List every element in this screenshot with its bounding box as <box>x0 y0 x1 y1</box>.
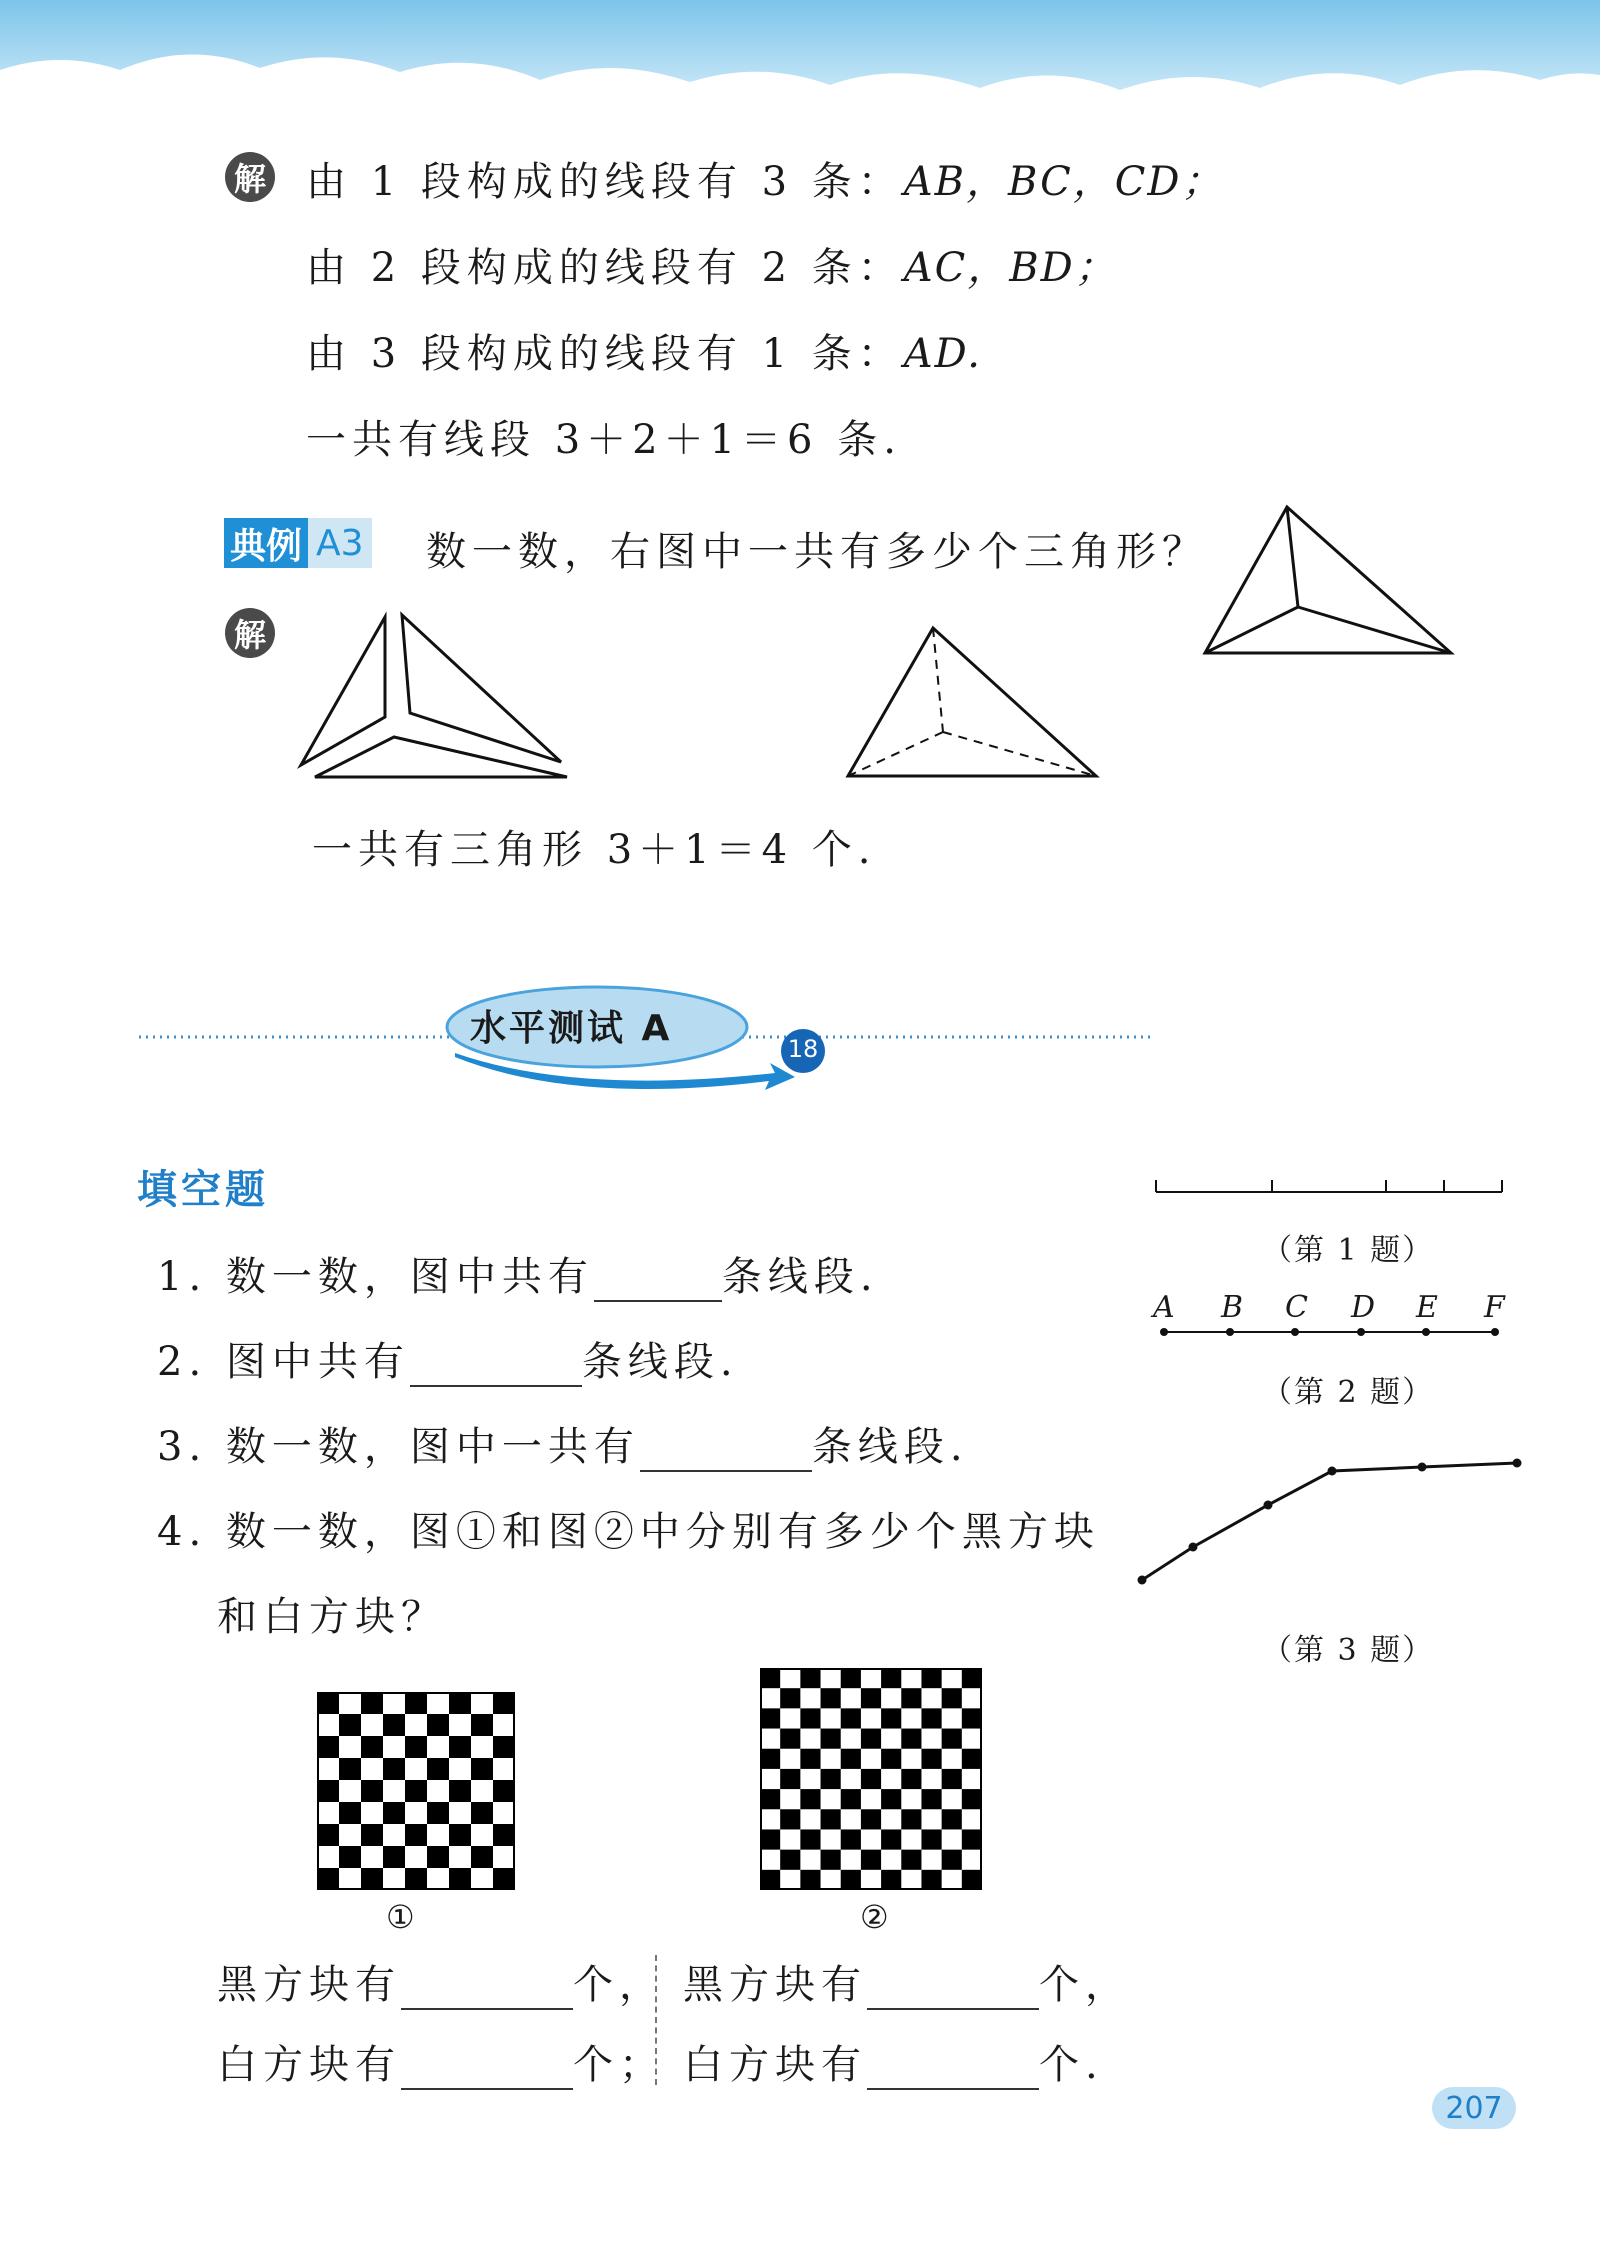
black-square <box>881 1829 901 1849</box>
checkerboard-1-label: ① <box>386 1898 417 1936</box>
black-square <box>361 1824 383 1846</box>
black-square <box>821 1809 841 1829</box>
black-square <box>841 1749 861 1769</box>
point-label-a: A <box>1153 1290 1177 1325</box>
black-square <box>760 1668 780 1688</box>
solution-line-3-text: 由 3 段构成的线段有 1 条： <box>306 331 904 377</box>
figure-3-caption: （第 3 题） <box>1262 1633 1435 1668</box>
answer-black-2 <box>683 1953 1131 2010</box>
black-square <box>361 1868 383 1890</box>
answer-black-2-unit: 个， <box>1039 1962 1131 2008</box>
question-4-text: 数一数，图①和图②中分别有多少个黑方块 <box>225 1509 1100 1555</box>
solution-line-1-math: AB，BC，CD； <box>903 159 1224 205</box>
black-square <box>405 1868 427 1890</box>
black-square <box>901 1769 921 1789</box>
test-banner-title: 水平测试 A <box>470 1008 673 1049</box>
black-square <box>383 1758 405 1780</box>
black-square <box>821 1688 841 1708</box>
black-square <box>942 1809 962 1829</box>
black-square <box>339 1758 361 1780</box>
question-4-number: 4. <box>157 1509 208 1555</box>
black-square <box>449 1692 471 1714</box>
black-square <box>780 1688 800 1708</box>
black-square <box>901 1729 921 1749</box>
black-square <box>962 1708 982 1728</box>
black-square <box>339 1714 361 1736</box>
black-square <box>962 1668 982 1688</box>
black-square <box>881 1870 901 1890</box>
black-square <box>427 1758 449 1780</box>
question-3-text: 数一数，图中一共有 <box>225 1424 640 1470</box>
black-square <box>317 1692 339 1714</box>
example-question: 数一数，右图中一共有多少个三角形？ <box>426 529 1208 575</box>
solution-line-2-math: AC，BD； <box>903 245 1117 291</box>
black-square <box>317 1868 339 1890</box>
black-square <box>821 1850 841 1870</box>
black-square <box>780 1769 800 1789</box>
black-square <box>962 1870 982 1890</box>
black-square <box>493 1824 515 1846</box>
black-square <box>800 1668 820 1688</box>
black-square <box>493 1780 515 1802</box>
black-square <box>361 1780 383 1802</box>
black-square <box>881 1708 901 1728</box>
black-square <box>471 1846 493 1868</box>
sky-header <box>0 0 1600 150</box>
figure-1-caption: （第 1 题） <box>1262 1233 1435 1268</box>
black-square <box>821 1729 841 1749</box>
black-square <box>962 1749 982 1769</box>
solution-line-1 <box>306 150 1223 207</box>
exploded-triangles-figure <box>295 605 575 790</box>
black-square <box>339 1846 361 1868</box>
black-square <box>800 1789 820 1809</box>
black-square <box>921 1749 941 1769</box>
answer-black-2-label: 黑方块有 <box>683 1962 867 2008</box>
answer-black-1-unit: 个， <box>573 1962 665 2008</box>
black-square <box>493 1868 515 1890</box>
black-square <box>861 1809 881 1829</box>
black-square <box>921 1870 941 1890</box>
black-square <box>449 1736 471 1758</box>
black-square <box>760 1829 780 1849</box>
black-square <box>383 1802 405 1824</box>
figure-3-polyline <box>1130 1450 1530 1590</box>
test-banner-number: 18 <box>787 1035 819 1063</box>
figure-2-segment <box>1150 1320 1510 1344</box>
black-square <box>942 1769 962 1789</box>
question-1-number: 1. <box>157 1254 208 1300</box>
black-square <box>405 1780 427 1802</box>
question-3-blank[interactable] <box>640 1430 812 1472</box>
black-square <box>921 1708 941 1728</box>
answer-white-1-unit: 个； <box>573 2042 665 2088</box>
black-square <box>901 1688 921 1708</box>
example-solution-badge: 解 <box>225 608 275 658</box>
answer-white-2 <box>683 2033 1104 2090</box>
answer-divider <box>655 1955 657 2085</box>
black-square <box>449 1868 471 1890</box>
answer-white-2-label: 白方块有 <box>683 2042 867 2088</box>
solution-badge: 解 <box>225 152 275 202</box>
answer-white-1-label: 白方块有 <box>217 2042 401 2088</box>
black-square <box>962 1789 982 1809</box>
solution-line-2 <box>306 236 1117 293</box>
black-square <box>861 1688 881 1708</box>
black-square <box>760 1789 780 1809</box>
question-4 <box>157 1500 1100 1557</box>
page-number: 207 <box>1432 2087 1516 2129</box>
black-square <box>841 1870 861 1890</box>
solution-line-2-text: 由 2 段构成的线段有 2 条： <box>306 245 904 291</box>
black-square <box>317 1824 339 1846</box>
black-square <box>427 1714 449 1736</box>
black-square <box>339 1802 361 1824</box>
question-1 <box>157 1245 879 1302</box>
solution-line-3-math: AD. <box>903 331 983 377</box>
figure-2-caption: （第 2 题） <box>1262 1375 1435 1410</box>
black-square <box>449 1824 471 1846</box>
question-4-line-2: 和白方块？ <box>217 1594 447 1640</box>
point-label-c: C <box>1285 1290 1310 1325</box>
black-square <box>921 1668 941 1688</box>
question-2-number: 2. <box>157 1339 208 1385</box>
checkerboard-2-label: ② <box>860 1898 891 1936</box>
point-label-e: E <box>1416 1290 1440 1325</box>
black-square <box>881 1789 901 1809</box>
checkerboard-2 <box>760 1668 982 1890</box>
solution-line-1-text: 由 1 段构成的线段有 3 条： <box>306 159 904 205</box>
question-2-text: 图中共有 <box>225 1339 410 1385</box>
question-3 <box>157 1415 969 1472</box>
black-square <box>800 1870 820 1890</box>
black-square <box>383 1714 405 1736</box>
question-3-text-after: 条线段. <box>811 1424 969 1470</box>
dashed-triangle-figure <box>845 620 1105 780</box>
black-square <box>449 1780 471 1802</box>
answer-white-1-blank[interactable] <box>401 2048 573 2090</box>
black-square <box>760 1749 780 1769</box>
point-label-b: B <box>1221 1290 1246 1325</box>
black-square <box>861 1769 881 1789</box>
black-square <box>841 1668 861 1688</box>
figure-1-segment <box>1150 1170 1510 1200</box>
black-square <box>760 1870 780 1890</box>
black-square <box>921 1829 941 1849</box>
black-square <box>383 1846 405 1868</box>
example-tag-label: 典例 <box>224 518 308 568</box>
black-square <box>405 1692 427 1714</box>
black-square <box>901 1809 921 1829</box>
answer-white-2-blank[interactable] <box>867 2048 1039 2090</box>
black-square <box>471 1758 493 1780</box>
black-square <box>942 1729 962 1749</box>
solution-line-4: 一共有线段 3＋2＋1＝6 条. <box>306 417 902 463</box>
point-label-d: D <box>1351 1290 1378 1325</box>
black-square <box>861 1729 881 1749</box>
answer-white-1 <box>217 2033 665 2090</box>
black-square <box>317 1780 339 1802</box>
question-1-text-after: 条线段. <box>721 1254 879 1300</box>
black-square <box>471 1714 493 1736</box>
answer-white-2-unit: 个. <box>1039 2042 1104 2088</box>
answer-black-1-label: 黑方块有 <box>217 1962 401 2008</box>
black-square <box>861 1850 881 1870</box>
black-square <box>427 1802 449 1824</box>
black-square <box>317 1736 339 1758</box>
black-square <box>821 1769 841 1789</box>
black-square <box>942 1688 962 1708</box>
question-2-text-after: 条线段. <box>581 1339 739 1385</box>
black-square <box>962 1829 982 1849</box>
black-square <box>942 1850 962 1870</box>
black-square <box>780 1729 800 1749</box>
black-square <box>841 1789 861 1809</box>
black-square <box>493 1736 515 1758</box>
black-square <box>800 1708 820 1728</box>
point-label-f: F <box>1484 1290 1507 1325</box>
black-square <box>881 1668 901 1688</box>
example-tag <box>224 518 372 568</box>
question-1-text: 数一数，图中共有 <box>225 1254 594 1300</box>
question-2 <box>157 1330 739 1387</box>
question-3-number: 3. <box>157 1424 208 1470</box>
black-square <box>800 1829 820 1849</box>
black-square <box>800 1749 820 1769</box>
example-tag-number: A3 <box>308 518 372 568</box>
checkerboard-1 <box>317 1692 515 1890</box>
black-square <box>841 1708 861 1728</box>
black-square <box>361 1692 383 1714</box>
black-square <box>471 1802 493 1824</box>
example-triangle-figure <box>1195 495 1455 665</box>
black-square <box>921 1789 941 1809</box>
black-square <box>405 1824 427 1846</box>
black-square <box>427 1846 449 1868</box>
black-square <box>760 1708 780 1728</box>
section-title: 填空题 <box>137 1167 269 1213</box>
black-square <box>361 1736 383 1758</box>
black-square <box>405 1736 427 1758</box>
example-answer: 一共有三角形 3＋1＝4 个. <box>312 827 877 873</box>
black-square <box>901 1850 921 1870</box>
black-square <box>780 1850 800 1870</box>
black-square <box>881 1749 901 1769</box>
black-square <box>841 1829 861 1849</box>
question-1-blank[interactable] <box>594 1260 722 1302</box>
solution-line-3 <box>306 322 982 379</box>
question-2-blank[interactable] <box>410 1345 582 1387</box>
answer-black-2-blank[interactable] <box>867 1968 1039 2010</box>
black-square <box>493 1692 515 1714</box>
answer-black-1 <box>217 1953 665 2010</box>
answer-black-1-blank[interactable] <box>401 1968 573 2010</box>
black-square <box>780 1809 800 1829</box>
